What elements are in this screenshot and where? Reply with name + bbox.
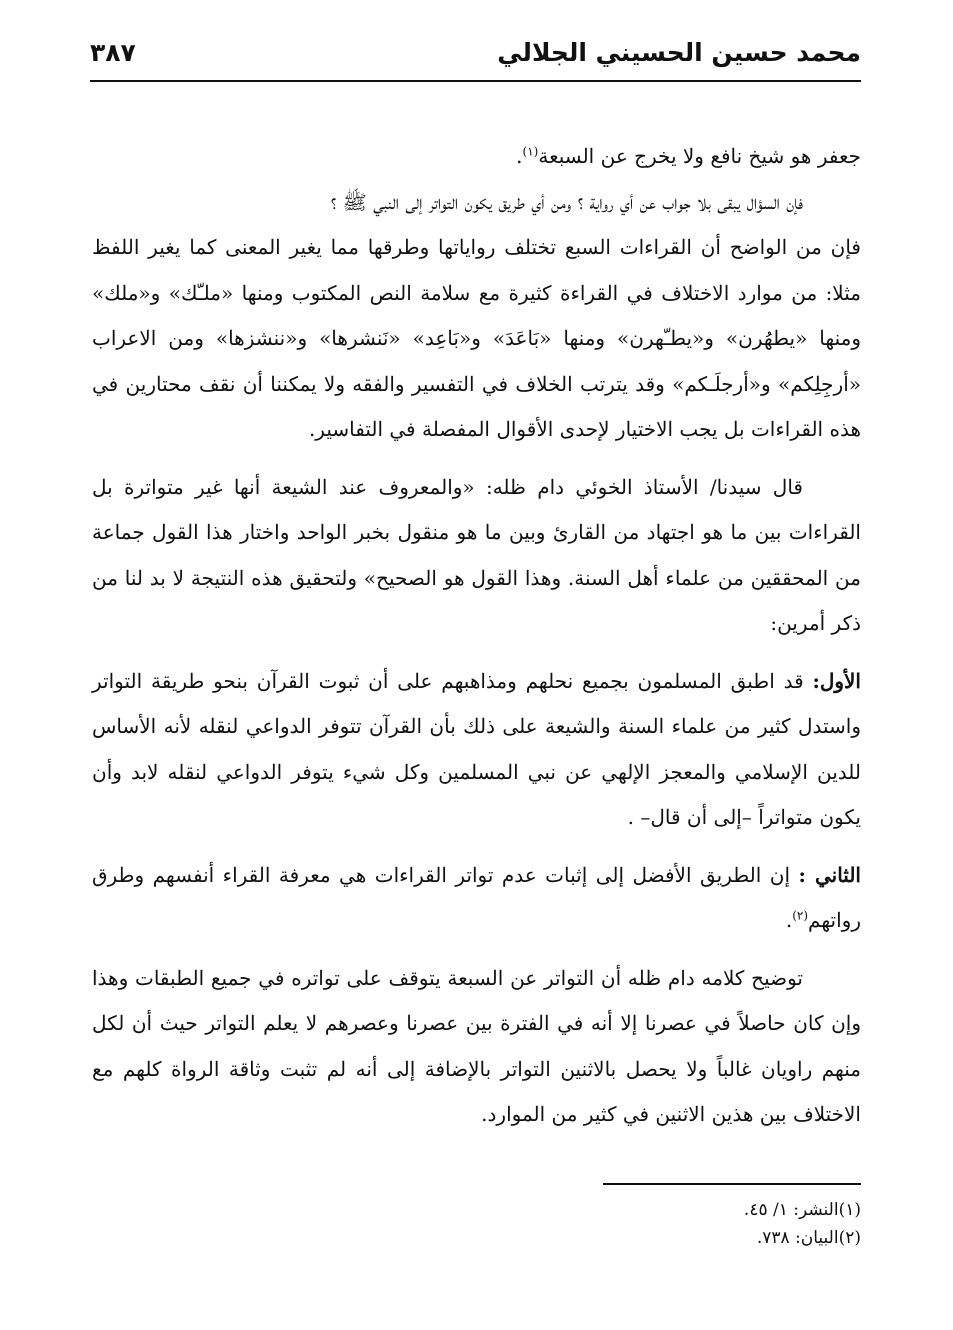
paragraph-1-end: . (516, 144, 523, 168)
header-divider (90, 80, 861, 82)
paragraph-3: فإن من الواضح أن القراءات السبع تختلف رواياتها وطرقها مما يغير المعنى كما يغير اللفظ مثلا: من موارد الاختلاف في القراءة كثيرة مع سلامة النص المكتوب ومنها «ملـّك» و«ملك» ومنها «يطهُرن» و«يطـّهرن» ومنها «بَاعَدَ» و«بَاعِد» «نَنشرها» و«ننشزها» ومن الاعراب «أرجِلِكم» و«أرجلَـكم» وقد يترتب الخلاف في التفسير والفقه ولا يمكننا أن نقف محتارين في هذه القراءات بل يجب الاختيار لإحدى الأقوال المفصلة في التفاسير. (92, 235, 861, 441)
paragraph-5-text: قد اطبق المسلمون بجميع نحلهم ومذاهبهم على أن ثبوت القرآن بنحو طريقة التواتر واستدل كثير من علماء السنة والشيعة على ذلك بأن القرآن تتوفر الدواعي لنقله لأنه الأساس للدين الإسلامي والمعجز الإلهي عن نبي المسلمين وكل شيء يتوفر الدواعي لنقله لابد وأن يكون متواتراً –إلى أن قال– . (92, 668, 861, 829)
paragraph-6-lead: الثاني : (798, 862, 861, 887)
footnote-divider (603, 1183, 861, 1185)
running-title: محمد حسين الحسيني الجلالي (497, 37, 861, 67)
paragraph-6-text: إن الطريق الأفضل إلى إثبات عدم تواتر القراءات هي معرفة القراء أنفسهم وطرق رواتهم (92, 862, 861, 932)
footnote-2: (٢)البيان: ٧٣٨. (756, 1228, 861, 1248)
footnote-ref-2: (٢) (792, 908, 809, 923)
footnote-1: (١)النشر: ١/ ٤٥. (743, 1200, 861, 1220)
paragraph-4: قال سيدنا/ الأستاذ الخوئي دام ظله: «والمعروف عند الشيعة أنها غير متواترة بل القراءات بين ما هو اجتهاد من القارئ وبين ما هو منقول بخبر الواحد واختار هذا القول جماعة من المحققين من علماء أهل السنة. وهذا القول هو الصحيح» ولتحقيق هذه النتيجة لا بد لنا من ذكر أمرين: (92, 474, 861, 635)
paragraph-6 (92, 853, 861, 944)
paragraph-7: توضيح كلامه دام ظله أن التواتر عن السبعة يتوقف على تواتره في جميع الطبقات وهذا وإن كان حاصلاً في عصرنا إلا أنه في الفترة بين عصرنا وعصرهم لا يعلم التواتر حيث أن لكل منهم راويان غالباً ولا يحصل بالاثنين التواتر بالإضافة إلى أنه لم تثبت وثاقة الرواة كلهم مع الاختلاف بين هذين الاثنين في كثير من الموارد. (92, 965, 861, 1126)
paragraph-1-text: جعفر هو شيخ نافع ولا يخرج عن السبعة (538, 144, 861, 168)
paragraph-2: فإن السؤال يبقى بلا جواب عن أي رواية ؟ ومن أي طريق يكون التواتر إلى النبي ﷺ ؟ (330, 189, 803, 214)
main-text (92, 134, 861, 1138)
paragraph-5 (92, 659, 861, 841)
page-number: ٣٨٧ (90, 37, 136, 67)
footnotes (441, 1196, 861, 1252)
paragraph-6-end: . (785, 908, 793, 932)
paragraph-1 (92, 134, 861, 180)
paragraph-5-lead: الأول: (812, 668, 861, 693)
footnote-ref-1: (١) (522, 144, 539, 159)
page-header (90, 28, 861, 76)
